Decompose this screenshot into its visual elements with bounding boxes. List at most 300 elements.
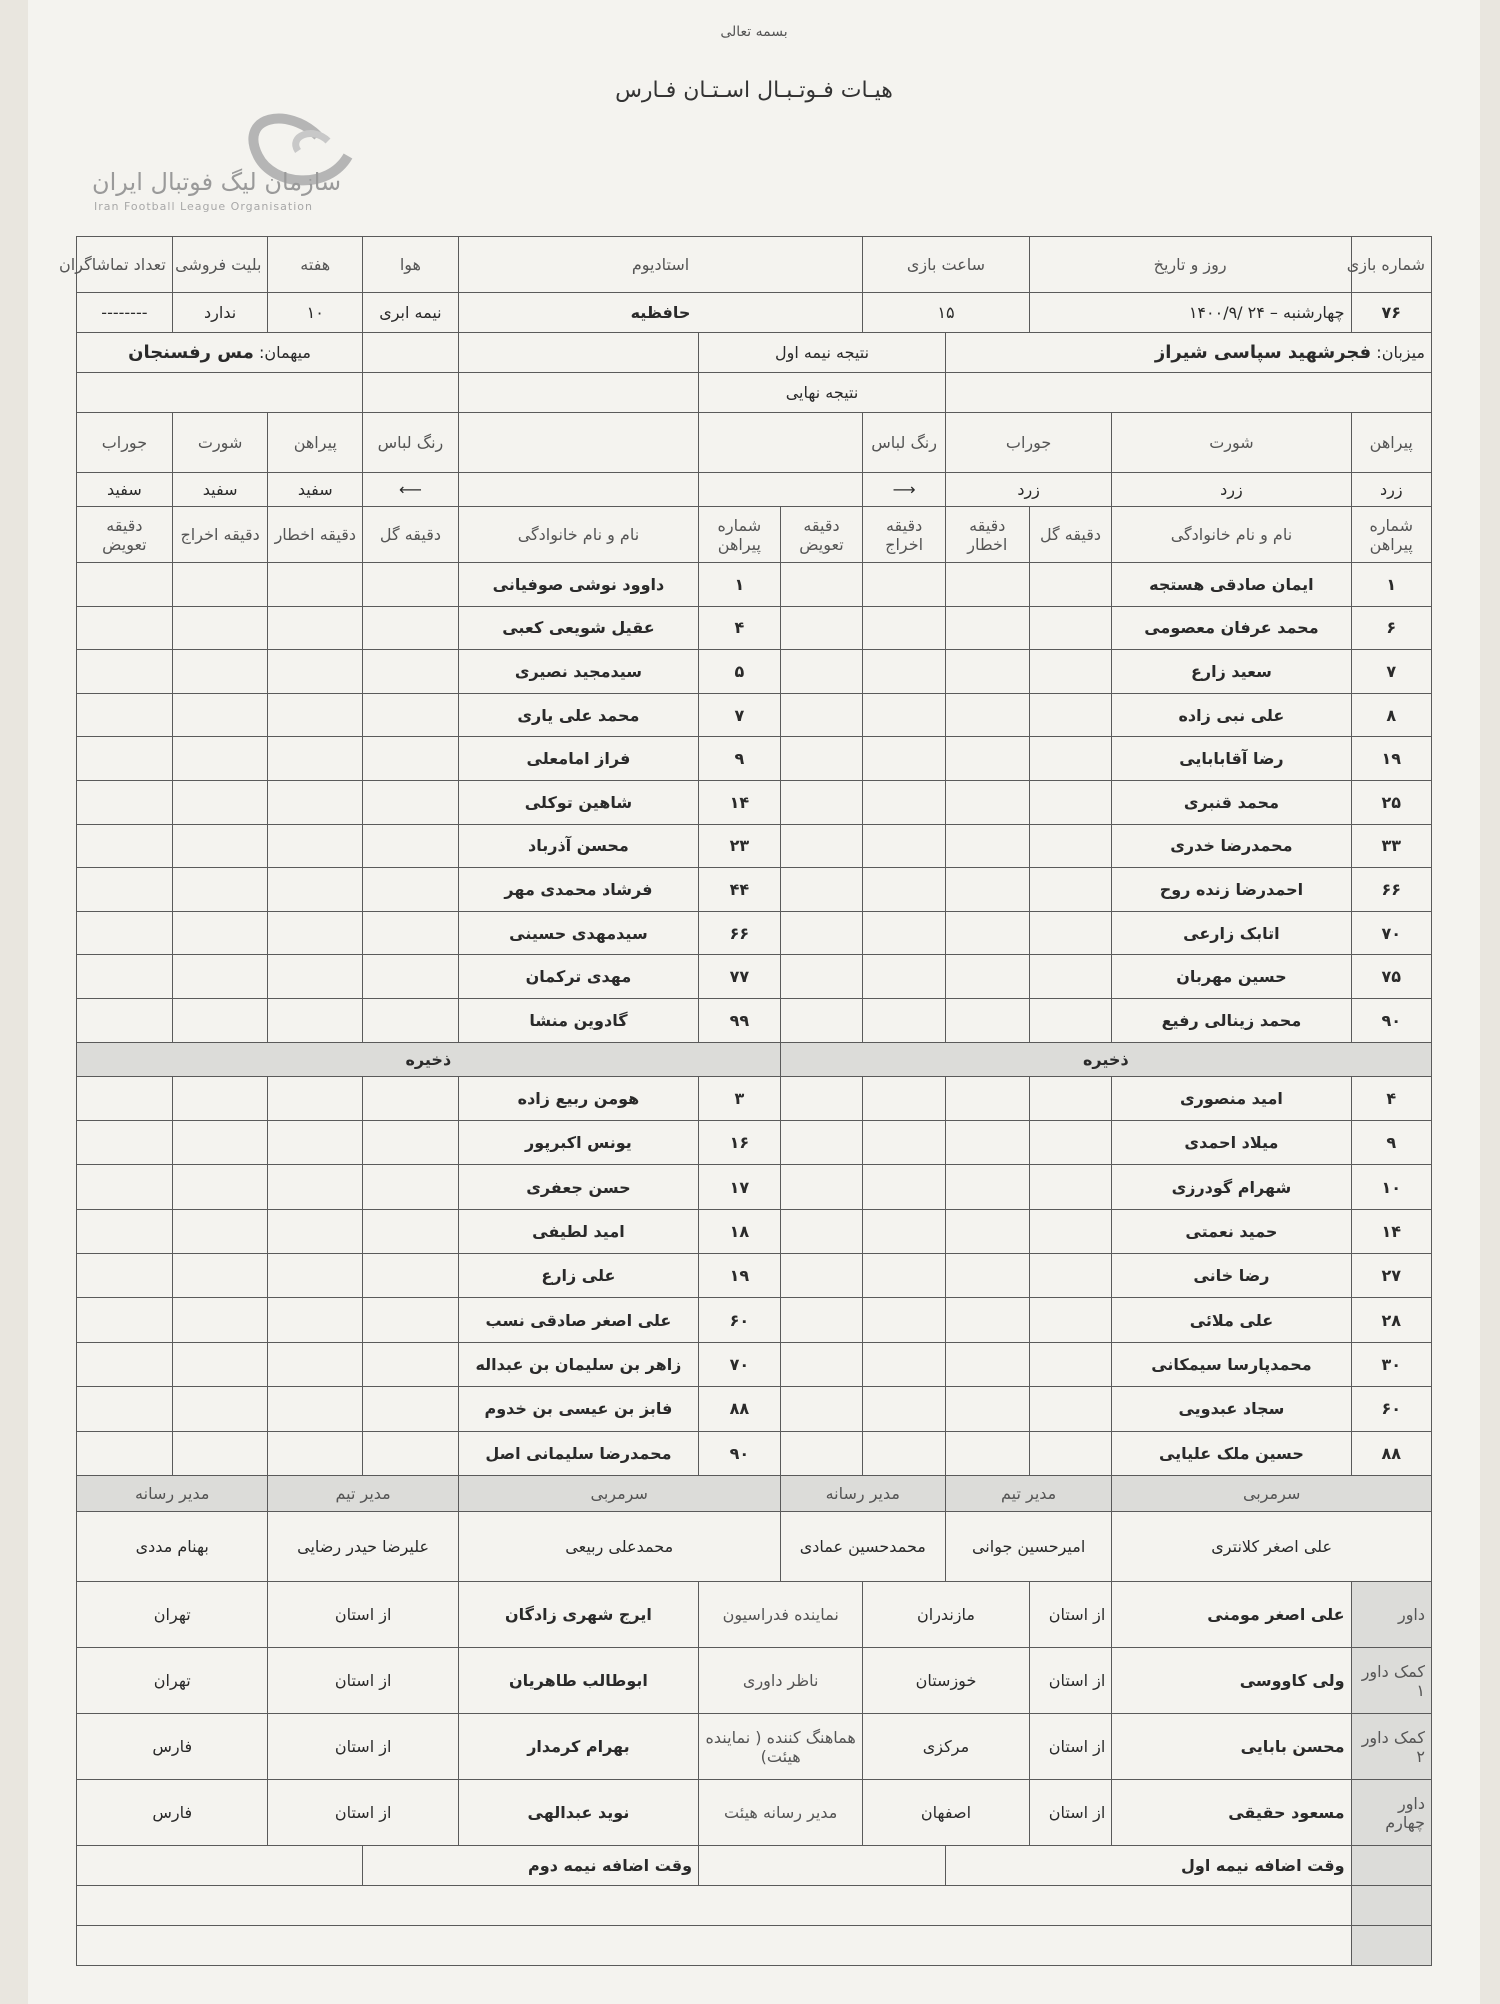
- guest-out-cell: [172, 1387, 268, 1431]
- guest-goal-cell: [363, 1387, 459, 1431]
- host-warn-cell: [945, 693, 1029, 737]
- guest-player-number: ۱: [699, 563, 781, 607]
- host-goal-cell: [1029, 563, 1112, 607]
- guest-out-cell: [172, 1209, 268, 1253]
- host-sub-cell: [780, 1387, 863, 1431]
- host-out-cell: [863, 737, 946, 781]
- player-row: [77, 1165, 1432, 1209]
- host-col-out: دقیقه اخراج: [863, 507, 946, 563]
- guest-goal-cell: [363, 563, 459, 607]
- guest-player-number: ۱۷: [699, 1165, 781, 1209]
- host-sub-cell: [780, 1165, 863, 1209]
- host-goal-cell: [1029, 1076, 1112, 1120]
- basmala: بسمه تعالی: [720, 24, 788, 40]
- host-warn-cell: [945, 1165, 1029, 1209]
- official-role: کمک داور ۲: [1351, 1714, 1431, 1780]
- host-goal-cell: [1029, 737, 1112, 781]
- guest-col-sub: دقیقه تعویض: [77, 507, 173, 563]
- guest-warn-cell: [268, 1387, 363, 1431]
- host-goal-cell: [1029, 911, 1112, 955]
- guest-goal-cell: [363, 1254, 459, 1298]
- guest-player-number: ۸۸: [699, 1387, 781, 1431]
- host-kit-arrow: ⟶: [863, 473, 946, 507]
- host-col-warn: دقیقه اخطار: [945, 507, 1029, 563]
- label-time: ساعت بازی: [863, 237, 1029, 293]
- guest-coach-label: سرمربی: [458, 1476, 780, 1512]
- host-player-number: ۴: [1351, 1076, 1431, 1120]
- guest-player-number: ۵: [699, 650, 781, 694]
- host-goal-cell: [1029, 955, 1112, 999]
- label-stadium: استادیوم: [458, 237, 863, 293]
- guest-player-name: هومن ربیع زاده: [458, 1076, 698, 1120]
- guest-player-name: علی اصغر صادقی نسب: [458, 1298, 698, 1342]
- host-player-name: احمدرضا زنده روح: [1112, 868, 1351, 912]
- starters-body: [77, 563, 1432, 1043]
- host-manager: امیرحسین جوانی: [945, 1512, 1111, 1582]
- extra-time-first: وقت اضافه نیمه اول: [945, 1846, 1351, 1886]
- host-warn-cell: [945, 868, 1029, 912]
- guest-player-name: علی زارع: [458, 1254, 698, 1298]
- host-player-name: اتابک زارعی: [1112, 911, 1351, 955]
- player-row: [77, 1387, 1432, 1431]
- host-player-number: ۷: [1351, 650, 1431, 694]
- guest-player-number: ۹۹: [699, 998, 781, 1042]
- host-warn-cell: [945, 955, 1029, 999]
- guest-out-cell: [172, 650, 268, 694]
- host-sub-cell: [780, 780, 863, 824]
- guest-goal-cell: [363, 606, 459, 650]
- guest-warn-cell: [268, 606, 363, 650]
- guest-sub-cell: [77, 868, 173, 912]
- guest-player-number: ۱۶: [699, 1120, 781, 1164]
- guest-goal-cell: [363, 868, 459, 912]
- guest-player-name: مهدی ترکمان: [458, 955, 698, 999]
- host-col-no: شماره پیراهن: [1351, 507, 1431, 563]
- final-result: [458, 373, 698, 413]
- guest-sub-cell: [77, 780, 173, 824]
- host-warn-cell: [945, 780, 1029, 824]
- guest-sub-cell: [77, 606, 173, 650]
- guest-out-cell: [172, 911, 268, 955]
- host-player-number: ۶: [1351, 606, 1431, 650]
- host-kit-shirt: زرد: [1351, 473, 1431, 507]
- guest-player-name: زاهر بن سلیمان بن عبداله: [458, 1342, 698, 1386]
- player-row: [77, 1431, 1432, 1475]
- host-warn-cell: [945, 650, 1029, 694]
- player-row: [77, 998, 1432, 1042]
- official-name: علی اصغر مومنی: [1112, 1582, 1351, 1648]
- host-player-number: ۸۸: [1351, 1431, 1431, 1475]
- official-name: مسعود حقیقی: [1112, 1780, 1351, 1846]
- guest-player-number: ۳: [699, 1076, 781, 1120]
- host-out-cell: [863, 563, 946, 607]
- host-warn-cell: [945, 563, 1029, 607]
- player-row: [77, 606, 1432, 650]
- player-row: [77, 563, 1432, 607]
- host-player-number: ۸: [1351, 693, 1431, 737]
- official2-role: مدیر رسانه هیئت: [699, 1780, 863, 1846]
- guest-warn-cell: [268, 650, 363, 694]
- host-player-name: سجاد عبدویی: [1112, 1387, 1351, 1431]
- guest-kit-shirt-label: پیراهن: [268, 413, 363, 473]
- host-warn-cell: [945, 1298, 1029, 1342]
- official2-name: ابوطالب طاهریان: [458, 1648, 698, 1714]
- host-player-name: سعید زارع: [1112, 650, 1351, 694]
- host-out-cell: [863, 998, 946, 1042]
- host-player-number: ۷۵: [1351, 955, 1431, 999]
- guest-warn-cell: [268, 780, 363, 824]
- player-row: [77, 868, 1432, 912]
- guest-kit-shorts-label: شورت: [172, 413, 268, 473]
- host-goal-cell: [1029, 1165, 1112, 1209]
- guest-sub-cell: [77, 563, 173, 607]
- host-out-cell: [863, 1342, 946, 1386]
- host-goal-cell: [1029, 780, 1112, 824]
- guest-sub-cell: [77, 1120, 173, 1164]
- guest-out-cell: [172, 1431, 268, 1475]
- guest-player-name: محمدرضا سلیمانی اصل: [458, 1431, 698, 1475]
- guest-sub-cell: [77, 911, 173, 955]
- guest-warn-cell: [268, 563, 363, 607]
- guest-player-number: ۱۹: [699, 1254, 781, 1298]
- official2-province: فارس: [77, 1780, 268, 1846]
- host-player-number: ۲۸: [1351, 1298, 1431, 1342]
- guest-goal-cell: [363, 1298, 459, 1342]
- host-player-name: علی نبی زاده: [1112, 693, 1351, 737]
- guest-player-name: سیدمهدی حسینی: [458, 911, 698, 955]
- guest-player-number: ۷: [699, 693, 781, 737]
- guest-sub-cell: [77, 1431, 173, 1475]
- extra-time-second: وقت اضافه نیمه دوم: [363, 1846, 699, 1886]
- week-value: ۱۰: [268, 293, 363, 333]
- host-out-cell: [863, 1076, 946, 1120]
- guest-col-out: دقیقه اخراج: [172, 507, 268, 563]
- guest-out-cell: [172, 780, 268, 824]
- official2-province: تهران: [77, 1648, 268, 1714]
- host-sub-cell: [780, 998, 863, 1042]
- player-row: [77, 1254, 1432, 1298]
- guest-player-name: سیدمجید نصیری: [458, 650, 698, 694]
- host-manager-label: مدیر تیم: [945, 1476, 1111, 1512]
- guest-out-cell: [172, 955, 268, 999]
- official-from-label: از استان: [1029, 1648, 1112, 1714]
- guest-player-name: عقیل شویعی کعبی: [458, 606, 698, 650]
- host-player-number: ۱۰: [1351, 1165, 1431, 1209]
- guest-out-cell: [172, 1254, 268, 1298]
- host-out-cell: [863, 1209, 946, 1253]
- guest-player-number: ۹۰: [699, 1431, 781, 1475]
- player-row: [77, 737, 1432, 781]
- guest-out-cell: [172, 1298, 268, 1342]
- host-out-cell: [863, 780, 946, 824]
- host-player-number: ۳۳: [1351, 824, 1431, 868]
- guest-kit-arrow: ⟵: [363, 473, 459, 507]
- host-goal-cell: [1029, 1120, 1112, 1164]
- stadium-name: حافظیه: [458, 293, 863, 333]
- host-goal-cell: [1029, 1254, 1112, 1298]
- host-player-name: رضا خانی: [1112, 1254, 1351, 1298]
- label-match-no: شماره بازی: [1351, 237, 1431, 293]
- official2-from-label: از استان: [268, 1714, 458, 1780]
- match-report-sheet: [28, 0, 1480, 2004]
- guest-warn-cell: [268, 1120, 363, 1164]
- player-row: [77, 1342, 1432, 1386]
- guest-player-name: فراز امامعلی: [458, 737, 698, 781]
- host-col-name: نام و نام خانوادگی: [1112, 507, 1351, 563]
- guest-kit-shorts: سفید: [172, 473, 268, 507]
- guest-player-number: ۶۰: [699, 1298, 781, 1342]
- official-row: [77, 1648, 1432, 1714]
- guest-col-name: نام و نام خانوادگی: [458, 507, 698, 563]
- host-warn-cell: [945, 1387, 1029, 1431]
- host-goal-cell: [1029, 1342, 1112, 1386]
- guest-team: [77, 333, 363, 373]
- host-col-sub: دقیقه تعویض: [780, 507, 863, 563]
- host-sub-cell: [780, 606, 863, 650]
- host-player-name: محمدرضا خدری: [1112, 824, 1351, 868]
- label-spectators: تعداد تماشاگران: [77, 237, 173, 293]
- guest-player-number: ۹: [699, 737, 781, 781]
- guest-out-cell: [172, 998, 268, 1042]
- guest-sub-cell: [77, 650, 173, 694]
- match-date: چهارشنبه – ۲۴ /۱۴۰۰/۹: [1029, 293, 1351, 333]
- guest-goal-cell: [363, 737, 459, 781]
- host-media: محمدحسین عمادی: [780, 1512, 945, 1582]
- guest-goal-cell: [363, 650, 459, 694]
- host-player-name: حسین مهربان: [1112, 955, 1351, 999]
- host-warn-cell: [945, 737, 1029, 781]
- host-player-name: میلاد احمدی: [1112, 1120, 1351, 1164]
- guest-warn-cell: [268, 1298, 363, 1342]
- host-player-number: ۳۰: [1351, 1342, 1431, 1386]
- guest-out-cell: [172, 1165, 268, 1209]
- guest-kit-socks-label: جوراب: [77, 413, 173, 473]
- host-sub-cell: [780, 1209, 863, 1253]
- host-player-number: ۷۰: [1351, 911, 1431, 955]
- guest-warn-cell: [268, 737, 363, 781]
- host-out-cell: [863, 955, 946, 999]
- official2-name: ایرج شهری زادگان: [458, 1582, 698, 1648]
- guest-out-cell: [172, 1076, 268, 1120]
- guest-player-number: ۴۴: [699, 868, 781, 912]
- host-sub-cell: [780, 1298, 863, 1342]
- host-goal-cell: [1029, 824, 1112, 868]
- host-goal-cell: [1029, 868, 1112, 912]
- official2-from-label: از استان: [268, 1582, 458, 1648]
- player-row: [77, 1120, 1432, 1164]
- guest-warn-cell: [268, 911, 363, 955]
- guest-kit-socks: سفید: [77, 473, 173, 507]
- official-row: [77, 1582, 1432, 1648]
- host-player-name: حسین ملک علیایی: [1112, 1431, 1351, 1475]
- host-player-name: محمدپارسا سیمکانی: [1112, 1342, 1351, 1386]
- host-sub-cell: [780, 911, 863, 955]
- host-goal-cell: [1029, 606, 1112, 650]
- host-goal-cell: [1029, 1209, 1112, 1253]
- host-sub-cell: [780, 868, 863, 912]
- guest-sub-cell: [77, 693, 173, 737]
- host-out-cell: [863, 1298, 946, 1342]
- host-team: [945, 333, 1431, 373]
- host-warn-cell: [945, 1431, 1029, 1475]
- guest-warn-cell: [268, 955, 363, 999]
- guest-player-number: ۱۴: [699, 780, 781, 824]
- host-player-number: ۶۶: [1351, 868, 1431, 912]
- official-name: ولی کاووسی: [1112, 1648, 1351, 1714]
- host-warn-cell: [945, 1254, 1029, 1298]
- host-warn-cell: [945, 911, 1029, 955]
- guest-sub-cell: [77, 1165, 173, 1209]
- guest-goal-cell: [363, 911, 459, 955]
- host-player-name: رضا آقابابایی: [1112, 737, 1351, 781]
- guest-manager: علیرضا حیدر رضایی: [268, 1512, 458, 1582]
- guest-player-number: ۱۸: [699, 1209, 781, 1253]
- host-sub-cell: [780, 824, 863, 868]
- guest-warn-cell: [268, 1165, 363, 1209]
- host-label: میزبان:: [1376, 343, 1425, 362]
- logo-text: سازمان لیگ فوتبال ایران: [92, 168, 342, 196]
- host-warn-cell: [945, 1076, 1029, 1120]
- official-row: [77, 1714, 1432, 1780]
- host-out-cell: [863, 1120, 946, 1164]
- host-player-number: ۹۰: [1351, 998, 1431, 1042]
- official2-province: فارس: [77, 1714, 268, 1780]
- host-player-number: ۱: [1351, 563, 1431, 607]
- guest-sub-cell: [77, 1387, 173, 1431]
- official2-role: نماینده فدراسیون: [699, 1582, 863, 1648]
- guest-warn-cell: [268, 693, 363, 737]
- guest-goal-cell: [363, 955, 459, 999]
- guest-warn-cell: [268, 1431, 363, 1475]
- guest-player-number: ۶۶: [699, 911, 781, 955]
- weather-value: نیمه ابری: [363, 293, 459, 333]
- host-out-cell: [863, 1431, 946, 1475]
- official-province: اصفهان: [863, 1780, 1029, 1846]
- host-sub-cell: [780, 1431, 863, 1475]
- guest-sub-cell: [77, 1342, 173, 1386]
- host-player-name: حمید نعمتی: [1112, 1209, 1351, 1253]
- match-form-table: [59, 236, 1432, 1966]
- label-weather: هوا: [363, 237, 459, 293]
- official-role: داور چهارم: [1351, 1780, 1431, 1846]
- host-sub-cell: [780, 563, 863, 607]
- player-row: [77, 824, 1432, 868]
- host-goal-cell: [1029, 1298, 1112, 1342]
- guest-goal-cell: [363, 1342, 459, 1386]
- player-row: [77, 1076, 1432, 1120]
- host-kit-socks: زرد: [945, 473, 1111, 507]
- guest-player-name: حسن جعفری: [458, 1165, 698, 1209]
- host-coach: علی اصغر کلانتری: [1112, 1512, 1432, 1582]
- host-player-number: ۹: [1351, 1120, 1431, 1164]
- host-sub-cell: [780, 1254, 863, 1298]
- guest-out-cell: [172, 563, 268, 607]
- host-warn-cell: [945, 998, 1029, 1042]
- host-out-cell: [863, 1165, 946, 1209]
- guest-goal-cell: [363, 1431, 459, 1475]
- guest-coach: محمدعلی ربیعی: [458, 1512, 780, 1582]
- host-player-number: ۲۷: [1351, 1254, 1431, 1298]
- official-from-label: از استان: [1029, 1714, 1112, 1780]
- host-goal-cell: [1029, 1387, 1112, 1431]
- host-warn-cell: [945, 606, 1029, 650]
- host-sub-cell: [780, 1120, 863, 1164]
- tickets-value: ندارد: [172, 293, 268, 333]
- host-out-cell: [863, 693, 946, 737]
- guest-out-cell: [172, 737, 268, 781]
- host-reserve-header: ذخیره: [780, 1042, 1431, 1076]
- host-kit-socks-label: جوراب: [945, 413, 1111, 473]
- host-sub-cell: [780, 737, 863, 781]
- guest-reserve-header: ذخیره: [77, 1042, 781, 1076]
- guest-warn-cell: [268, 1076, 363, 1120]
- host-out-cell: [863, 868, 946, 912]
- guest-out-cell: [172, 606, 268, 650]
- guest-player-name: شاهین توکلی: [458, 780, 698, 824]
- host-col-goal: دقیقه گل: [1029, 507, 1112, 563]
- guest-out-cell: [172, 693, 268, 737]
- guest-out-cell: [172, 868, 268, 912]
- guest-sub-cell: [77, 1209, 173, 1253]
- official2-role: هماهنگ کننده ( نماینده هیئت): [699, 1714, 863, 1780]
- host-out-cell: [863, 606, 946, 650]
- guest-player-number: ۷۷: [699, 955, 781, 999]
- page-title: هیـات فـوتـبـال اسـتـان فـارس: [615, 78, 893, 103]
- host-warn-cell: [945, 1209, 1029, 1253]
- host-player-name: محمد قنبری: [1112, 780, 1351, 824]
- guest-player-name: فابز بن عیسی بن خدوم: [458, 1387, 698, 1431]
- guest-out-cell: [172, 1120, 268, 1164]
- host-player-name: محمد زینالی رفیع: [1112, 998, 1351, 1042]
- guest-player-name: فرشاد محمدی مهر: [458, 868, 698, 912]
- guest-sub-cell: [77, 1254, 173, 1298]
- official-from-label: از استان: [1029, 1582, 1112, 1648]
- player-row: [77, 780, 1432, 824]
- player-row: [77, 955, 1432, 999]
- guest-player-name: محسن آذرباد: [458, 824, 698, 868]
- host-player-name: ایمان صادقی هستجه: [1112, 563, 1351, 607]
- host-player-name: امید منصوری: [1112, 1076, 1351, 1120]
- host-kit-shorts-label: شورت: [1112, 413, 1351, 473]
- host-name: فجرشهید سپاسی شیراز: [1154, 342, 1372, 363]
- host-sub-cell: [780, 955, 863, 999]
- host-player-number: ۲۵: [1351, 780, 1431, 824]
- first-half-result-guest: [363, 333, 459, 373]
- guest-warn-cell: [268, 868, 363, 912]
- guest-player-name: امید لطیفی: [458, 1209, 698, 1253]
- logo-subtext: Iran Football League Organisation: [94, 200, 313, 213]
- reserves-body: [77, 1076, 1432, 1476]
- host-media-label: مدیر رسانه: [780, 1476, 945, 1512]
- guest-goal-cell: [363, 1120, 459, 1164]
- official2-name: بهرام کرمدار: [458, 1714, 698, 1780]
- guest-manager-label: مدیر تیم: [268, 1476, 458, 1512]
- official-role: کمک داور ۱: [1351, 1648, 1431, 1714]
- guest-label: میهمان:: [258, 343, 311, 362]
- host-player-name: شهرام گودرزی: [1112, 1165, 1351, 1209]
- guest-warn-cell: [268, 1342, 363, 1386]
- guest-player-name: یونس اکبرپور: [458, 1120, 698, 1164]
- host-out-cell: [863, 1387, 946, 1431]
- guest-goal-cell: [363, 1209, 459, 1253]
- guest-col-no: شماره پیراهن: [699, 507, 781, 563]
- host-warn-cell: [945, 1342, 1029, 1386]
- host-player-number: ۱۹: [1351, 737, 1431, 781]
- guest-name: مس رفسنجان: [128, 342, 254, 363]
- host-kit-color-label: رنگ لباس: [863, 413, 946, 473]
- guest-sub-cell: [77, 955, 173, 999]
- guest-warn-cell: [268, 998, 363, 1042]
